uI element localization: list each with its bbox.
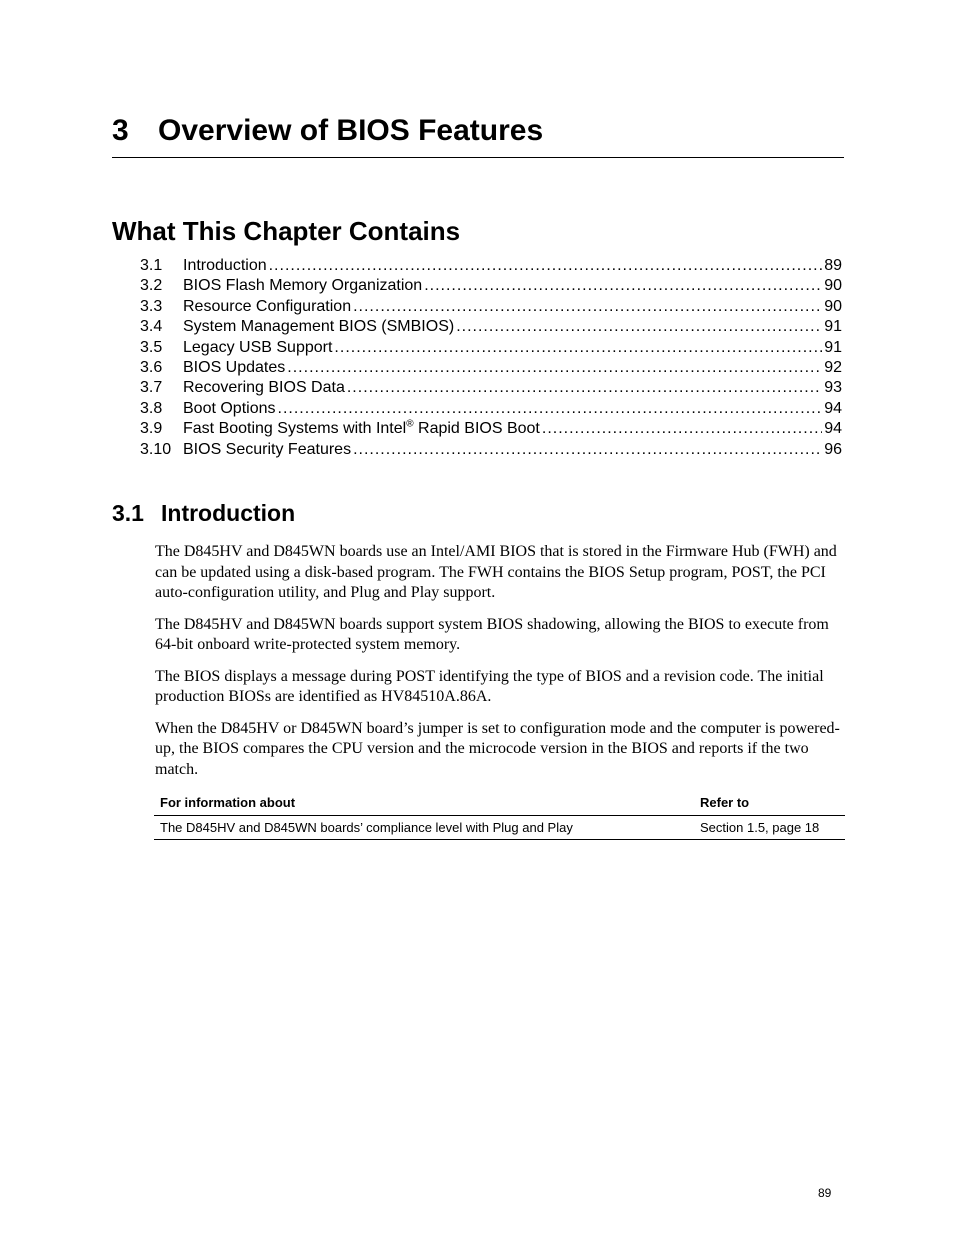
- body-paragraph: The BIOS displays a message during POST identifying the type of BIOS and a revision code. The initial production BIOSs are identified as HV84510A.86A.: [155, 667, 824, 705]
- page-number: 89: [818, 1186, 832, 1200]
- toc-title: Legacy USB Support: [183, 338, 333, 356]
- toc-title: Introduction: [183, 257, 267, 274]
- toc-number: 3.4: [140, 318, 163, 336]
- toc-page: 94: [824, 420, 842, 438]
- toc-number: 3.1: [140, 257, 163, 274]
- toc-title: Resource Configuration: [183, 297, 352, 315]
- toc-title: Recovering BIOS Data: [183, 379, 345, 397]
- body-paragraph: When the D845HV or D845WN board’s jumper is set to configuration mode and the computer is powered-up, the BIOS compares the CPU version and the microcode version in the BIOS and reports if the two match.: [155, 719, 840, 778]
- toc-title-part: Rapid BIOS Boot: [413, 420, 540, 438]
- reference-table: [154, 792, 845, 840]
- toc-leader-dots: [334, 338, 822, 358]
- table-cell-reference[interactable]: Section 1.5, page 18: [694, 816, 845, 840]
- toc-number: 3.10: [140, 440, 172, 458]
- toc-title: BIOS Updates: [183, 358, 286, 376]
- toc-entry[interactable]: [140, 399, 842, 419]
- toc-entry[interactable]: [140, 440, 842, 460]
- toc-entry[interactable]: [140, 338, 842, 358]
- toc-page: 96: [824, 440, 842, 458]
- toc-leader-dots: [287, 358, 822, 378]
- column-header: Refer to: [694, 792, 845, 816]
- registered-mark: ®: [406, 418, 414, 430]
- toc-title: BIOS Flash Memory Organization: [183, 277, 423, 295]
- toc-number: 3.6: [140, 358, 163, 376]
- toc-page: 92: [824, 358, 842, 376]
- toc-number: 3.8: [140, 399, 163, 417]
- table-header-row: [154, 792, 845, 816]
- toc-entry[interactable]: [140, 317, 842, 337]
- toc-page: 91: [824, 318, 842, 336]
- table-cell: The D845HV and D845WN boards’ compliance level with Plug and Play: [154, 816, 694, 840]
- toc-leader-dots: [347, 378, 822, 398]
- chapter-title: [112, 112, 844, 158]
- toc-number: 3.7: [140, 379, 163, 397]
- toc-page: 89: [824, 257, 842, 274]
- section-number: 3.1: [112, 500, 144, 526]
- toc-title-part: Fast Booting Systems with Intel: [183, 420, 407, 438]
- column-header: For information about: [154, 792, 694, 816]
- toc-title: BIOS Security Features: [183, 440, 352, 458]
- toc-leader-dots: [456, 317, 822, 337]
- section-heading: [112, 498, 295, 528]
- section-body: [155, 542, 845, 791]
- body-paragraph: The D845HV and D845WN boards use an Intel/AMI BIOS that is stored in the Firmware Hub (FWH) and can be updated using a disk-based program. The FWH contains the BIOS Setup program, POST, the PCI auto-configuration utility, and Plug and Play support.: [155, 543, 837, 601]
- toc-leader-dots: [269, 256, 823, 276]
- table-of-contents: [140, 256, 842, 460]
- body-paragraph: The D845HV and D845WN boards support system BIOS shadowing, allowing the BIOS to execute from 64-bit onboard write-protected system memory.: [155, 615, 829, 653]
- toc-number: 3.2: [140, 277, 163, 295]
- toc-number: 3.5: [140, 338, 163, 356]
- toc-leader-dots: [353, 440, 822, 460]
- section-title: Introduction: [161, 500, 296, 526]
- toc-number: 3.9: [140, 420, 163, 438]
- toc-leader-dots: [542, 419, 822, 439]
- toc-page: 91: [824, 338, 842, 356]
- toc-title: [183, 419, 540, 439]
- toc-entry[interactable]: [140, 358, 842, 378]
- toc-page: 93: [824, 379, 842, 397]
- toc-entry[interactable]: [140, 276, 842, 296]
- chapter-title-text: Overview of BIOS Features: [158, 114, 544, 147]
- toc-leader-dots: [424, 276, 822, 296]
- toc-entry[interactable]: [140, 297, 842, 317]
- toc-leader-dots: [278, 399, 823, 419]
- toc-page: 90: [824, 297, 842, 315]
- toc-entry[interactable]: [140, 378, 842, 398]
- chapter-number: 3: [112, 114, 129, 147]
- toc-page: 90: [824, 277, 842, 295]
- toc-number: 3.3: [140, 297, 163, 315]
- toc-leader-dots: [353, 297, 822, 317]
- table-row: [154, 816, 845, 840]
- toc-title: Boot Options: [183, 399, 276, 417]
- toc-title: System Management BIOS (SMBIOS): [183, 318, 455, 336]
- contents-heading: What This Chapter Contains: [112, 216, 461, 246]
- toc-entry[interactable]: [140, 419, 842, 439]
- toc-page: 94: [824, 399, 842, 417]
- toc-entry[interactable]: [140, 256, 842, 276]
